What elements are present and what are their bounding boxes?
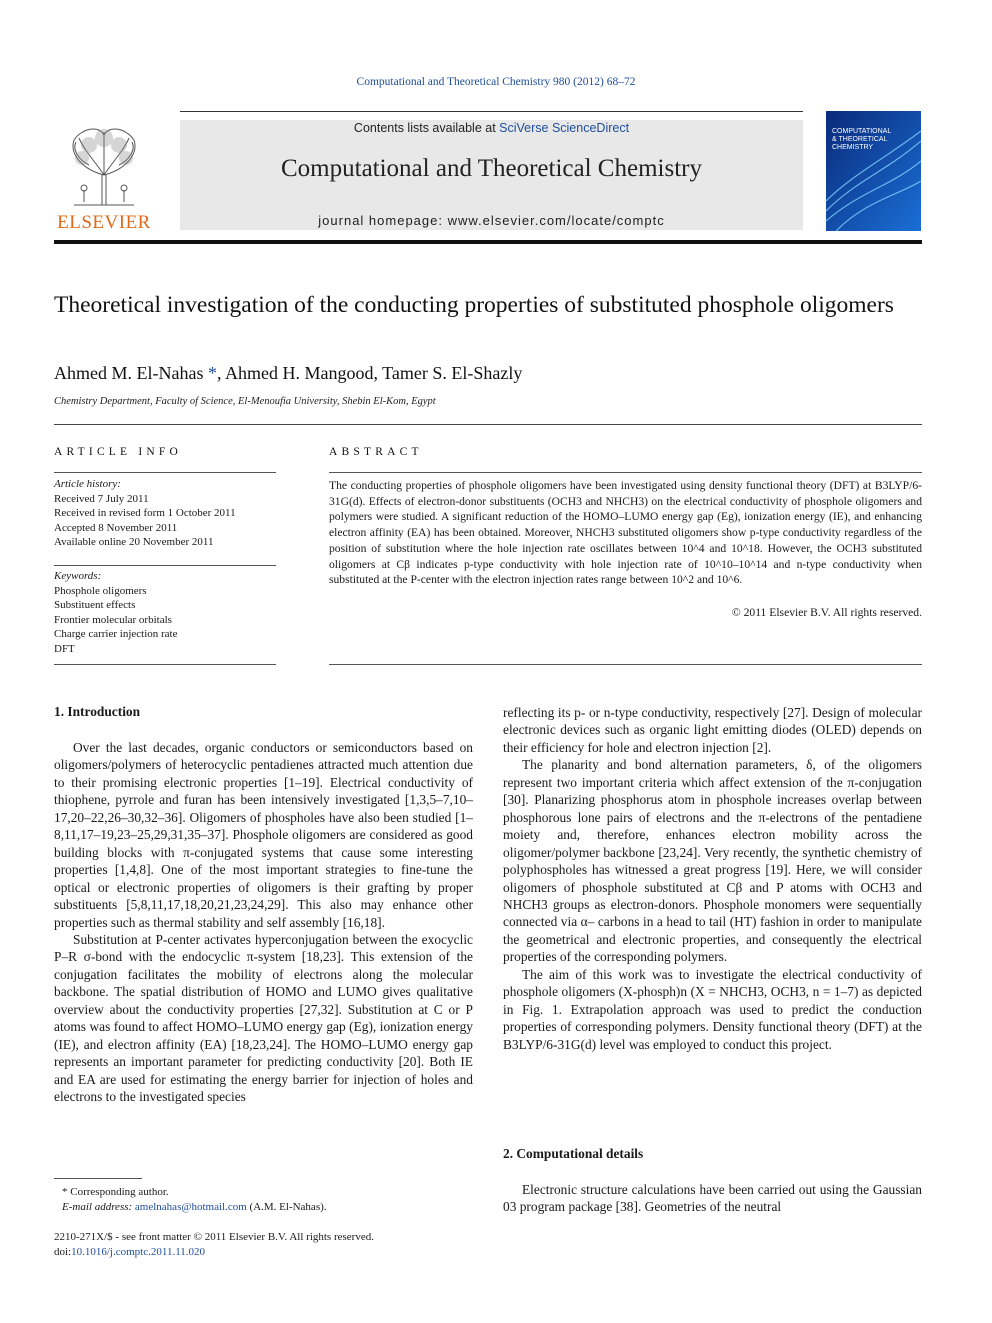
keyword: Substituent effects bbox=[54, 599, 136, 611]
publisher-wordmark: ELSEVIER bbox=[57, 212, 151, 233]
copyright-notice: © 2011 Elsevier B.V. All rights reserved. bbox=[731, 606, 922, 619]
divider bbox=[54, 664, 276, 665]
history-label: Article history: bbox=[54, 478, 121, 490]
header-thick-rule bbox=[54, 240, 922, 244]
received-date: Received 7 July 2011 bbox=[54, 492, 149, 505]
abstract-heading: ABSTRACT bbox=[329, 446, 423, 458]
keywords-label: Keywords: bbox=[54, 570, 102, 582]
email-link[interactable]: amelnahas@hotmail.com bbox=[134, 1201, 247, 1213]
cover-title-line1: COMPUTATIONAL bbox=[832, 128, 892, 135]
journal-homepage[interactable]: journal homepage: www.elsevier.com/locate/comptc bbox=[318, 213, 665, 228]
contents-line bbox=[180, 121, 803, 135]
other-authors: , Ahmed H. Mangood, Tamer S. El-Shazly bbox=[216, 363, 523, 383]
doi-link[interactable]: 10.1016/j.comptc.2011.11.020 bbox=[71, 1245, 206, 1258]
article-info-heading: ARTICLE INFO bbox=[54, 446, 182, 458]
divider bbox=[54, 472, 276, 473]
author-list bbox=[54, 363, 924, 384]
online-date: Available online 20 November 2011 bbox=[54, 536, 214, 548]
cover-title-line3: CHEMISTRY bbox=[832, 144, 874, 151]
doi-label: doi: bbox=[54, 1245, 72, 1258]
paragraph: reflecting its p- or n-type conductivity, respectively [27]. Design of molecular electronic devices such as organic light emitting diodes (OLED) depends on their efficiency for hole and electron injection [2]. bbox=[503, 705, 922, 755]
corresponding-author-note: * Corresponding author. bbox=[62, 1186, 169, 1198]
paragraph: Electronic structure calculations have been carried out using the Gaussian 03 program package [38]. Geometries of the neutral bbox=[503, 1182, 922, 1215]
paragraph: The planarity and bond alternation parameters, δ, of the oligomers represent two important criteria which affect extension of the π-conjugation [30]. Planarizing phosphorus atom in phosphole increases overlap between phosphorous lone pairs of electrons and the π-electrons of the pentadiene moiety and, therefore, enhances electron mobility across the oligomer/polymer backbone [23,24]. Very recently, the synthetic chemistry of polyphospholes has witnessed a great progress [19]. Here, we will consider oligomers of phosphole substituted at Cβ and P atoms with OCH3 and NHCH3 groups as electron-donors. Phosphole monomers were sequentially connected via α– carbons in a head to tail (HT) fashion in order to manipulate the geometrical and electronic properties, and consequently the electrical properties of the corresponding polymers. bbox=[503, 757, 922, 965]
paragraph: The aim of this work was to investigate the electrical conductivity of phosphole oligomers (X-phosph)n (X = NHCH3, OCH3, n = 1–7) as depicted in Fig. 1. Extrapolation approach was used to predict the conduction properties of corresponding polymers. Density functional theory (DFT) at the B3LYP/6-31G(d) level was employed to conduct this project. bbox=[503, 966, 922, 1052]
journal-cover-image bbox=[826, 111, 921, 231]
first-author: Ahmed M. El-Nahas bbox=[54, 363, 204, 383]
keyword: Frontier molecular orbitals bbox=[54, 613, 172, 626]
paragraph: Over the last decades, organic conductors or semiconductors based on oligomers/polymers of heterocyclic pentadienes attracted much attention due to their promising electronic properties [1–19]. Electrical conductivity of thiophene, pyrrole and furan has been intensively investigated [1,3,5–7,10–17,20–22,26–30,32–36]. Oligomers of phospholes have also been studied [1–8,11,17–19,23–25,29,31,35–37]. Phosphole oligomers are considered as good building blocks with π-conjugated systems that cause some interesting properties [1,4,8]. One of the most important strategies to fine-tune the optical or electronic properties of oligomers is their grafting by proper substituents [5,8,11,17,18,20,21,23,24,29]. This also may enhance other properties such as thermal stability and self assembly [16,18]. bbox=[54, 740, 473, 930]
cover-title-line2: & THEORETICAL bbox=[832, 136, 888, 143]
issn-block bbox=[54, 1230, 474, 1259]
article-history bbox=[54, 477, 276, 550]
email-owner: (A.M. El-Nahas). bbox=[246, 1201, 327, 1213]
journal-name: Computational and Theoretical Chemistry bbox=[281, 155, 702, 182]
divider bbox=[54, 565, 276, 566]
keywords bbox=[54, 569, 276, 656]
journal-reference[interactable]: Computational and Theoretical Chemistry 980 (2012) 68–72 bbox=[356, 76, 636, 88]
email-label: E-mail address: bbox=[62, 1201, 135, 1213]
keyword: Phosphole oligomers bbox=[54, 584, 147, 597]
contents-prefix: Contents lists available at bbox=[353, 121, 500, 135]
abstract-text: The conducting properties of phosphole oligomers have been investigated using density functional theory (DFT) at B3LYP/6-31G(d). Effects of electron-donor substituents (OCH3 and NHCH3) on the electrical conductivity of phosphole oligomers and polymers were studied. A significant reduction of the HOMO–LUMO energy gap (Eg), ionization energy (IE), and enhancing electron affinity (EA) has been obtained. Moreover, NHCH3 substituted oligomers show p-type conductivity regardless of the position of substitution where the hole injection rate oscillates between 10^4 and 10^18. However, the OCH3 substituted oligomers at Cβ indicates p-type conductivity with hole injection rate of 10^10–10^14 and n-type conductivity when substituted at the P-center with the electron injection rates range between 10^2 and 10^6. bbox=[329, 479, 922, 587]
article-title: Theoretical investigation of the conducting properties of substituted phosphole oligomers bbox=[54, 292, 894, 318]
keyword: DFT bbox=[54, 642, 75, 655]
revised-date: Received in revised form 1 October 2011 bbox=[54, 507, 236, 519]
corresponding-author-mark[interactable]: * bbox=[203, 363, 217, 383]
footnote-rule bbox=[54, 1178, 142, 1179]
keyword: Charge carrier injection rate bbox=[54, 628, 178, 640]
divider bbox=[329, 664, 922, 665]
section-heading-introduction: 1. Introduction bbox=[54, 704, 141, 719]
body-column-left bbox=[54, 739, 473, 1106]
body-column-right bbox=[503, 704, 922, 1053]
header-top-rule bbox=[180, 111, 803, 112]
body-column-right-continued bbox=[503, 1181, 922, 1216]
paragraph: Substitution at P-center activates hyperconjugation between the exocyclic P–R σ-bond with the endocyclic π-system [18,23]. This extension of the conjugation facilitates the mobility of electrons along the molecular backbone. The spatial distribution of HOMO and LUMO gives qualitative overview about the conductivity properties [27,32]. Substitution at C or P atoms was found to affect HOMO–LUMO energy gap (Eg), ionization energy (IE), and electron affinity (EA) [18,23,24]. The HOMO–LUMO energy gap represents an important parameter for predicting conductivity [20]. Both IE and EA are used for estimating the energy barrier for injection of holes and electrons to the investigated species bbox=[54, 931, 473, 1105]
divider bbox=[54, 424, 922, 425]
section-heading-computational-details: 2. Computational details bbox=[503, 1146, 644, 1161]
divider bbox=[329, 472, 922, 473]
doi-line bbox=[54, 1245, 474, 1260]
issn-line: 2210-271X/$ - see front matter © 2011 Elsevier B.V. All rights reserved. bbox=[54, 1231, 374, 1243]
accepted-date: Accepted 8 November 2011 bbox=[54, 521, 178, 534]
email-line bbox=[54, 1200, 474, 1215]
footnote bbox=[54, 1185, 474, 1215]
affiliation: Chemistry Department, Faculty of Science, El-Menoufia University, Shebin El-Kom, Egypt bbox=[54, 396, 436, 407]
sciencedirect-link[interactable]: SciVerse ScienceDirect bbox=[499, 121, 630, 135]
